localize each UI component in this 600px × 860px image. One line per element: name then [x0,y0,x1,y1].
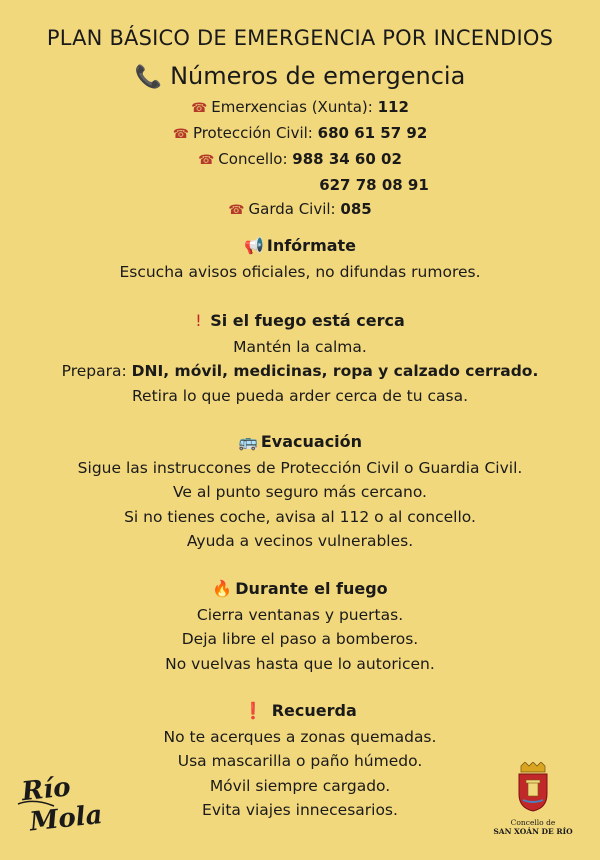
contact-label: Garda Civil: [248,200,336,218]
section-line: Usa mascarilla o paño húmedo. [177,752,423,770]
contact-row [0,95,600,121]
contact-number[interactable]: 085 [340,200,372,218]
section-line: Ayuda a vecinos vulnerables. [186,532,414,550]
section-heading [0,309,600,334]
contact-label: Emerxencias (Xunta): [211,98,373,116]
rio-mola-logo [14,768,109,836]
contact-number[interactable]: 680 61 57 92 [317,124,428,142]
svg-text:Mola: Mola [28,799,104,836]
section-informate [0,234,600,284]
subtitle-text: Números de emergencia [170,62,466,90]
svg-text:Río: Río [20,772,72,808]
emergency-numbers-heading [0,62,600,90]
section-durante [0,577,600,676]
logo-label-line2: SAN XOÁN DE RÍO [493,827,573,836]
section-line: Evita viajes innecesarios. [202,801,398,819]
section-heading-text: Recuerda [271,701,357,720]
section-line: Móvil siempre cargado. [209,776,391,795]
section-line: Retira lo que pueda arder cerca de tu casa. [131,386,469,405]
contact-number[interactable]: 112 [377,98,409,116]
contact-row [0,197,600,223]
exclamation-icon: ! [195,311,202,330]
section-line: No vuelvas hasta que lo autoricen. [165,654,435,673]
section-heading-text: Durante el fuego [235,579,388,598]
telephone-icon: ☎ [191,101,208,116]
section-heading [0,234,600,259]
section-heading-text: Infórmate [266,236,357,255]
section-heading-text: Evacuación [260,432,363,451]
section-heading [0,430,600,455]
section-line: Escucha avisos oficiales, no difundas rumores. [119,262,481,281]
megaphone-icon: 📢 [243,236,264,255]
section-line: Deja libre el paso a bomberos. [181,630,419,648]
bus-icon: 🚌 [237,432,258,451]
section-heading-text: Si el fuego está cerca [210,311,405,330]
coat-of-arms-icon [515,762,551,812]
section-cerca [0,309,600,408]
phone-icon: 📞 [134,65,163,90]
line-prefix: Prepara: [61,362,127,380]
telephone-icon: ☎ [172,127,189,142]
section-line: Ve al punto seguro más cercano. [173,483,427,501]
line-bold: DNI, móvil, medicinas, ropa y calzado cerrado. [131,362,539,380]
logo-label-line1: Concello de [510,818,556,827]
section-heading [0,577,600,602]
exclamation-icon: ❗ [243,701,264,720]
contact-number[interactable]: 627 78 08 91 [319,176,429,194]
section-line: Si no tienes coche, avisa al 112 o al concello. [124,507,476,526]
contact-row [0,147,600,173]
telephone-icon: ☎ [198,153,215,168]
section-evacuacion [0,430,600,554]
section-line [0,359,600,384]
telephone-icon: ☎ [228,203,245,218]
section-line: Cierra ventanas y puertas. [196,605,404,624]
contact-row [0,173,600,197]
fire-icon: 🔥 [212,579,233,598]
page-title: PLAN BÁSICO DE EMERGENCIA POR INCENDIOS [46,26,554,50]
section-line: Mantén la calma. [233,337,367,356]
contact-label: Protección Civil: [192,124,313,142]
section-line: Sigue las instruccones de Protección Civil o Guardia Civil. [77,458,523,477]
concello-logo [488,762,578,842]
section-heading [0,699,600,724]
contact-label: Concello: [218,150,288,168]
contacts-list [0,95,600,223]
contact-number[interactable]: 988 34 60 02 [292,150,402,168]
section-line: No te acerques a zonas quemadas. [163,727,437,746]
contact-row [0,121,600,147]
